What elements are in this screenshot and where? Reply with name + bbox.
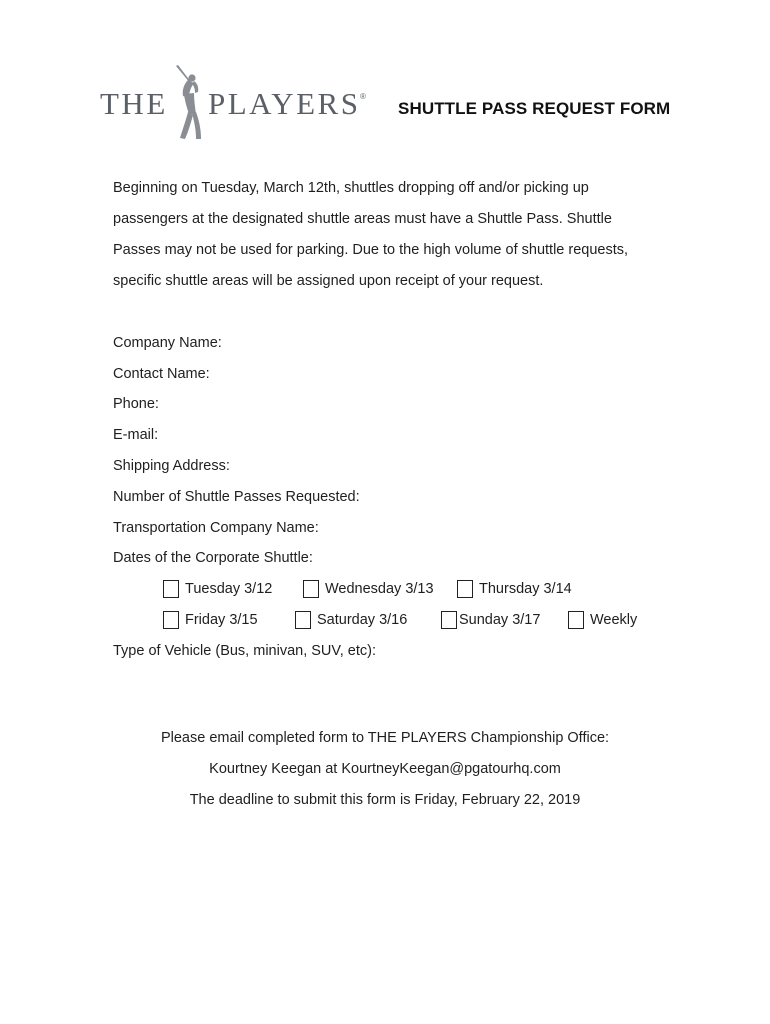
transport-company-label: Transportation Company Name: [113, 520, 319, 536]
intro-line-4: specific shuttle areas will be assigned upon receipt of your request. [113, 273, 544, 289]
tuesday-label: Tuesday 3/12 [185, 581, 273, 597]
weekly-label: Weekly [590, 612, 638, 628]
intro-line-1: Beginning on Tuesday, March 12th, shuttles dropping off and/or picking up [113, 180, 589, 196]
wednesday-checkbox[interactable] [303, 580, 319, 598]
date-option-friday[interactable] [163, 611, 258, 629]
phone-label: Phone: [113, 396, 159, 412]
logo-word-players: PLAYERS [208, 86, 361, 121]
dates-label: Dates of the Corporate Shuttle: [113, 550, 313, 566]
registered-mark: ® [360, 92, 366, 101]
footer-deadline-text: The deadline to submit this form is Friday, February 22, 2019 [189, 792, 581, 808]
footer-contact-text: Kourtney Keegan at KourtneyKeegan@pgatourhq.com [209, 761, 561, 777]
thursday-checkbox[interactable] [457, 580, 473, 598]
footer-line-2 [0, 761, 770, 777]
friday-checkbox[interactable] [163, 611, 179, 629]
thursday-label: Thursday 3/14 [479, 581, 572, 597]
vehicle-type-label: Type of Vehicle (Bus, minivan, SUV, etc): [113, 643, 377, 659]
friday-label: Friday 3/15 [185, 612, 258, 628]
date-option-saturday[interactable] [295, 611, 407, 629]
wednesday-label: Wednesday 3/13 [325, 581, 434, 597]
email-label: E-mail: [113, 427, 159, 443]
sunday-checkbox[interactable] [441, 611, 457, 629]
saturday-checkbox[interactable] [295, 611, 311, 629]
date-option-tuesday[interactable] [163, 580, 272, 598]
weekly-checkbox[interactable] [568, 611, 584, 629]
footer-text-1: Please email completed form to THE PLAYERS Championship Office: [160, 730, 610, 746]
golfer-silhouette-icon [170, 62, 210, 142]
date-option-wednesday[interactable] [303, 580, 434, 598]
footer-line-3 [0, 792, 770, 808]
company-name-label: Company Name: [113, 335, 222, 351]
page-title: SHUTTLE PASS REQUEST FORM [398, 99, 671, 118]
footer-line-1 [0, 730, 770, 746]
the-players-logo [98, 62, 370, 142]
date-option-weekly[interactable] [568, 611, 637, 629]
sunday-label: Sunday 3/17 [459, 612, 541, 628]
saturday-label: Saturday 3/16 [317, 612, 408, 628]
shipping-address-label: Shipping Address: [113, 458, 230, 474]
logo-word-the: THE [100, 86, 168, 121]
intro-line-2: passengers at the designated shuttle areas must have a Shuttle Pass. Shuttle [113, 211, 612, 227]
intro-line-3: Passes may not be used for parking. Due to the high volume of shuttle requests, [113, 242, 629, 258]
num-passes-label: Number of Shuttle Passes Requested: [113, 489, 360, 505]
date-option-thursday[interactable] [457, 580, 572, 598]
contact-name-label: Contact Name: [113, 366, 210, 382]
date-option-sunday[interactable] [441, 611, 540, 629]
tuesday-checkbox[interactable] [163, 580, 179, 598]
